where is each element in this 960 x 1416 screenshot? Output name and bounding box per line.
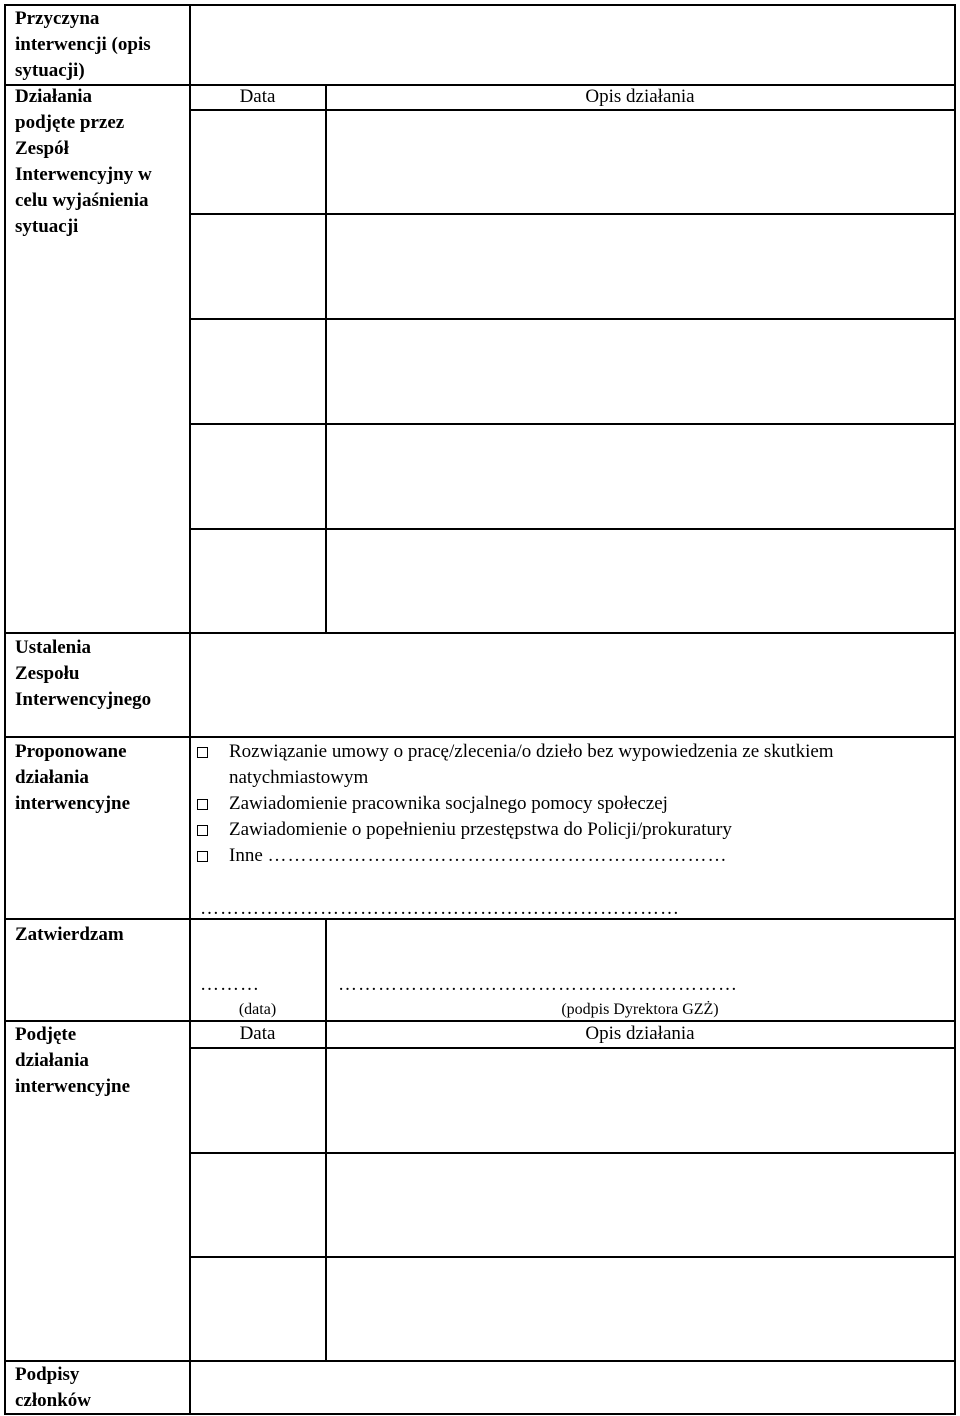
date-dots: ………	[200, 974, 260, 995]
option-inne: Inne ……………………………………………………………	[229, 845, 728, 866]
column-header-opis: Opis działania	[585, 86, 695, 107]
border-act-end	[4, 632, 956, 634]
border-left	[4, 4, 6, 1414]
option-rozwiazanie: Rozwiązanie umowy o pracę/zlecenia/o dzieło bez wypowiedzenia ze skutkiem natychmiastowym	[229, 741, 834, 788]
border-act-row4	[189, 528, 956, 530]
border-right	[954, 4, 956, 1414]
inne-dots-line2: ………………………………………………………………	[200, 898, 680, 919]
checkbox-zawiadomienie-policja[interactable]	[197, 825, 208, 836]
label-podjete: Podjęte działania interwencyjne	[15, 1024, 131, 1097]
border-act2-row2	[189, 1256, 956, 1258]
option-zawiadomienie-socjalny: Zawiadomienie pracownika socjalnego pomocy społeczej	[229, 793, 668, 814]
signature-caption: (podpis Dyrektora GZŻ)	[561, 1001, 719, 1018]
checkbox-rozwiazanie[interactable]	[197, 747, 208, 758]
label-dzialania-podjete: Działania podjęte przez Zespół Interwencyjny w celu wyjaśnienia sytuacji	[15, 86, 152, 237]
border-data-column-1	[325, 84, 327, 632]
border-header2	[189, 1047, 956, 1049]
checkbox-inne[interactable]	[197, 851, 208, 862]
border-label-column	[189, 4, 191, 1414]
label-proponowane: Proponowane działania interwencyjne	[15, 741, 131, 814]
label-ustalenia: Ustalenia Zespołu Interwencyjnego	[15, 637, 152, 710]
label-podpisy: Podpisy członków	[15, 1364, 91, 1411]
border-data-column-2	[325, 918, 327, 1360]
border-act-row3	[189, 423, 956, 425]
column-header-opis-2: Opis działania	[585, 1023, 695, 1044]
option-zawiadomienie-policja: Zawiadomienie o popełnieniu przestępstwa do Policji/prokuratury	[229, 819, 732, 840]
column-header-data: Data	[239, 86, 276, 107]
border-act-row2	[189, 318, 956, 320]
border-bottom	[4, 1413, 956, 1415]
label-zatwierdzam: Zatwierdzam	[15, 924, 124, 945]
border-act-row1	[189, 213, 956, 215]
border-ustalenia-end	[4, 736, 956, 738]
border-act2-row1	[189, 1152, 956, 1154]
checkbox-zawiadomienie-socjalny[interactable]	[197, 799, 208, 810]
label-przyczyna: Przyczyna interwencji (opis sytuacji)	[15, 8, 151, 81]
inne-dots: ……………………………………………………………	[267, 845, 728, 866]
column-header-data-2: Data	[239, 1023, 276, 1044]
date-caption: (data)	[238, 1001, 277, 1018]
signature-dots: ……………………………………………………	[338, 974, 738, 995]
border-act2-end	[4, 1360, 956, 1362]
